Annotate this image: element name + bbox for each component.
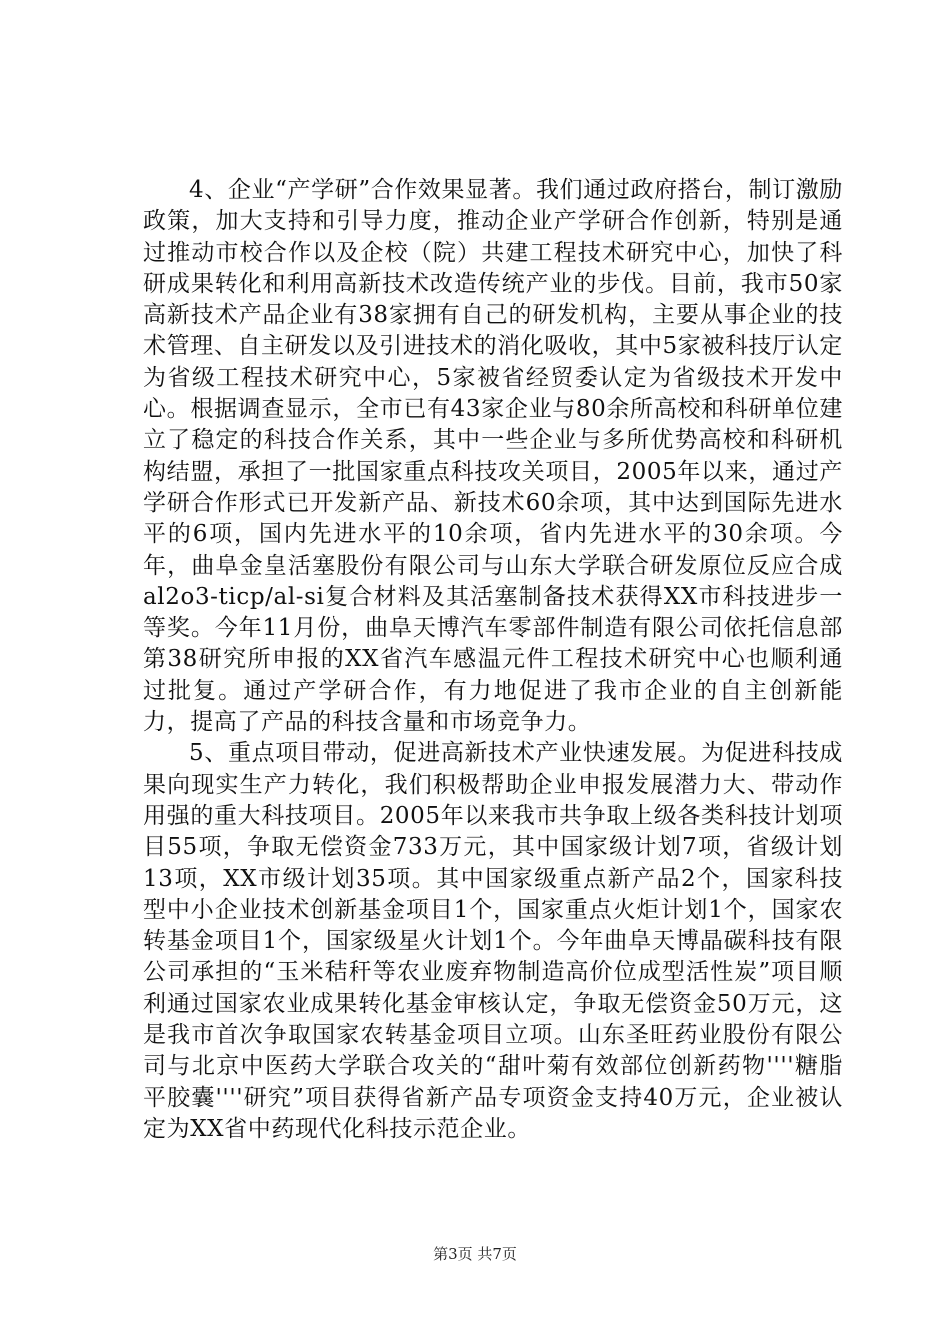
document-body <box>143 175 843 1145</box>
paragraph-item-5: 5、重点项目带动，促进高新技术产业快速发展。为促进科技成果向现实生产力转化，我们积极帮助企业申报发展潜力大、带动作用强的重大科技项目。2005年以来我市共争取上级各类科技计划项目55项，争取无偿资金733万元，其中国家级计划7项，省级计划13项，XX市级计划35项。其中国家级重点新产品2个，国家科技型中小企业技术创新基金项目1个，国家重点火炬计划1个，国家农转基金项目1个，国家级星火计划1个。今年曲阜天博晶碳科技有限公司承担的“玉米秸秆等农业废弃物制造高价位成型活性炭”项目顺利通过国家农业成果转化基金审核认定，争取无偿资金50万元，这是我市首次争取国家农转基金项目立项。山东圣旺药业股份有限公司与北京中医药大学联合攻关的“甜叶菊有效部位创新药物''''糖脂平胶囊''''研究”项目获得省新产品专项资金支持40万元，企业被认定为XX省中药现代化科技示范企业。 <box>143 740 843 1142</box>
paragraph-item-4: 4、企业“产学研”合作效果显著。我们通过政府搭台，制订激励政策，加大支持和引导力度，推动企业产学研合作创新，特别是通过推动市校合作以及企校（院）共建工程技术研究中心，加快了科研成果转化和利用高新技术改造传统产业的步伐。目前，我市50家高新技术产品企业有38家拥有自己的研发机构，主要从事企业的技术管理、自主研发以及引进技术的消化吸收，其中5家被科技厅认定为省级工程技术研究中心，5家被省经贸委认定为省级技术开发中心。根据调查显示，全市已有43家企业与80余所高校和科研单位建立了稳定的科技合作关系，其中一些企业与多所优势高校和科研机构结盟，承担了一批国家重点科技攻关项目，2005年以来，通过产学研合作形式已开发新产品、新技术60余项，其中达到国际先进水平的6项，国内先进水平的10余项，省内先进水平的30余项。今年，曲阜金皇活塞股份有限公司与山东大学联合研发原位反应合成al2o3-ticp/al-si复合材料及其活塞制备技术获得XX市科技进步一等奖。今年11月份，曲阜天博汽车零部件制造有限公司依托信息部第38研究所申报的XX省汽车感温元件工程技术研究中心也顺利通过批复。通过产学研合作，有力地促进了我市企业的自主创新能力，提高了产品的科技含量和市场竞争力。 <box>143 177 843 736</box>
page-footer: 第3页 共7页 <box>433 1245 517 1263</box>
